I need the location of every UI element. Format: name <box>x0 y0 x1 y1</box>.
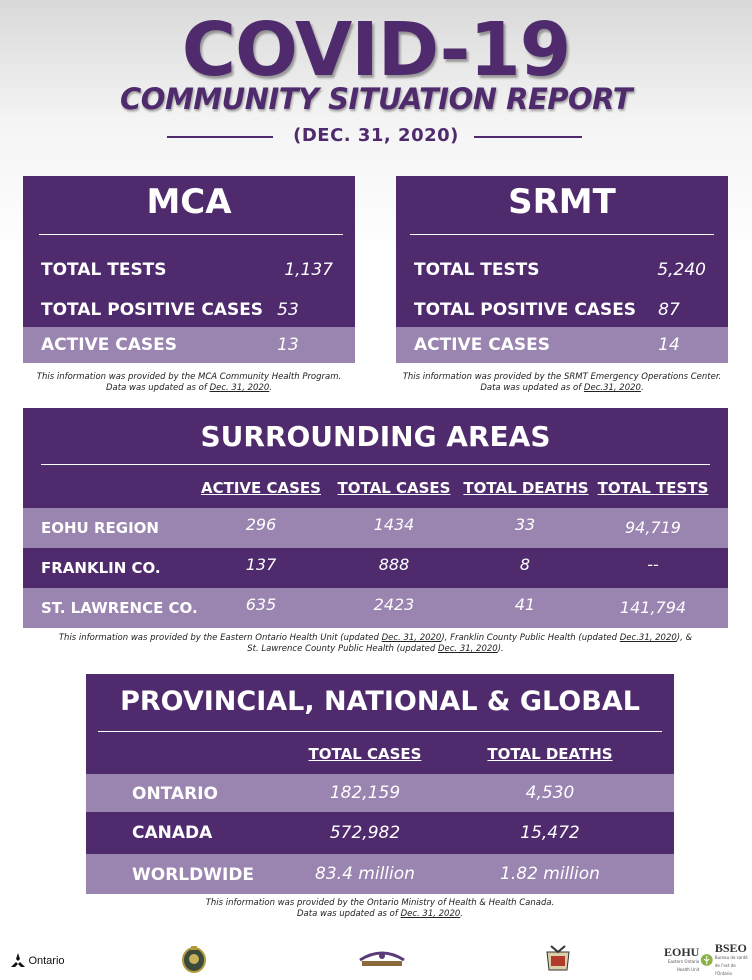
page-subtitle: COMMUNITY SITUATION REPORT <box>120 82 632 116</box>
column-header: TOTAL CASES <box>337 479 451 497</box>
row-label: CANADA <box>132 823 213 843</box>
ontario-logo <box>6 948 68 974</box>
council-icon <box>356 946 408 972</box>
column-header: TOTAL TESTS <box>597 479 709 497</box>
table-row-canada <box>86 812 674 854</box>
mca-source-note <box>23 372 355 394</box>
mca-rule <box>39 234 343 235</box>
note-text: . <box>269 383 272 393</box>
note-date: Dec. 31, 2020 <box>381 633 442 643</box>
bseo-text: BSEO <box>714 941 747 955</box>
eohu-text: EOHU <box>664 945 700 959</box>
surrounding-title: SURROUNDING AREAS <box>200 420 551 453</box>
cell-deaths: 8 <box>519 555 531 574</box>
note-line <box>23 633 728 644</box>
eohu-subtext: Eastern Ontario <box>667 959 700 964</box>
bseo-block <box>715 942 748 978</box>
column-header: TOTAL DEATHS <box>463 479 589 497</box>
row-label: ST. LAWRENCE CO. <box>41 599 198 617</box>
cell-total: 1434 <box>373 515 415 534</box>
cell-deaths: 41 <box>514 595 536 614</box>
cell-total-deaths: 4,530 <box>525 783 575 803</box>
cell-total-cases: 182,159 <box>329 783 401 803</box>
note-text: ), Franklin County Public Health (updated <box>441 633 620 643</box>
cell-deaths: 33 <box>514 515 536 534</box>
mca-panel <box>23 176 355 363</box>
row-label: ACTIVE CASES <box>414 335 550 355</box>
provincial-title: PROVINCIAL, NATIONAL & GLOBAL <box>120 686 640 717</box>
row-value: 5,240 <box>657 260 706 280</box>
note-date: Dec. 31, 2020 <box>400 909 461 919</box>
row-label: TOTAL TESTS <box>414 260 540 280</box>
table-row-ontario <box>86 774 674 812</box>
note-line: This information was provided by the SRMT Emergency Operations Center. <box>402 372 722 382</box>
table-row-eohu <box>23 508 728 548</box>
cell-tests: 141,794 <box>619 598 687 617</box>
note-date: Dec.31, 2020 <box>583 383 641 393</box>
cell-total-deaths: 15,472 <box>520 823 580 843</box>
surrounding-source-note <box>23 633 728 655</box>
crest-icon <box>181 944 207 974</box>
note-line <box>86 909 674 920</box>
note-line <box>23 383 355 394</box>
cell-total-cases: 572,982 <box>329 823 401 843</box>
note-text: . <box>640 383 644 393</box>
srmt-row-active <box>396 327 728 363</box>
seal-icon <box>543 942 573 974</box>
cell-total-cases: 83.4 million <box>315 864 415 884</box>
table-row-franklin <box>23 548 728 588</box>
cell-total-deaths: 1.82 million <box>500 864 600 884</box>
note-text: . <box>460 909 463 919</box>
mca-title: MCA <box>146 182 232 222</box>
srmt-row-total-tests <box>396 249 728 289</box>
note-line <box>23 644 728 655</box>
row-label: TOTAL POSITIVE CASES <box>41 300 264 320</box>
divider-right <box>474 136 582 138</box>
cell-total: 888 <box>378 555 410 574</box>
note-date: Dec. 31, 2020 <box>437 644 498 654</box>
note-text: This information was provided by the Eastern Ontario Health Unit (updated <box>58 633 382 643</box>
row-value: 13 <box>277 335 299 355</box>
emblem-logo-1 <box>180 944 208 974</box>
note-date: Dec.31, 2020 <box>619 633 677 643</box>
column-header: TOTAL CASES <box>308 745 422 763</box>
row-label: ACTIVE CASES <box>41 335 177 355</box>
srmt-source-note <box>380 372 744 394</box>
report-date-row <box>0 122 752 152</box>
mca-row-positive <box>23 289 355 329</box>
bseo-subtext: Bureau de santé <box>714 955 748 960</box>
row-label: WORLDWIDE <box>132 865 255 885</box>
note-text: ), & <box>676 633 693 643</box>
note-date: Dec. 31, 2020 <box>209 383 270 393</box>
cell-tests: 94,719 <box>625 518 681 537</box>
bseo-subtext: de l'est de l'Ontario <box>714 963 736 976</box>
row-value: 1,137 <box>284 260 333 280</box>
note-text: ). <box>497 644 504 654</box>
row-label: FRANKLIN CO. <box>41 559 161 577</box>
emblem-logo-2 <box>356 946 408 972</box>
trillium-icon <box>9 951 27 971</box>
row-value: 14 <box>658 335 680 355</box>
table-row-st-lawrence <box>23 588 728 628</box>
note-text: Data was updated as of <box>106 383 210 393</box>
leaf-icon <box>700 952 714 968</box>
emblem-logo-3 <box>543 942 573 974</box>
ontario-logo-text: Ontario <box>28 955 65 967</box>
surrounding-rule <box>41 464 710 465</box>
cell-active: 137 <box>245 555 277 574</box>
cell-total: 2423 <box>373 595 415 614</box>
cell-tests: -- <box>647 555 659 574</box>
srmt-rule <box>410 234 714 235</box>
eohu-block <box>664 946 699 974</box>
note-line: This information was provided by the Ontario Ministry of Health & Health Canada. <box>205 898 555 908</box>
provincial-panel <box>86 674 674 894</box>
note-text: Data was updated as of <box>480 383 584 393</box>
row-label: ONTARIO <box>132 784 218 804</box>
cell-active: 635 <box>245 595 277 614</box>
note-text: St. Lawrence County Public Health (updated <box>247 644 438 654</box>
mca-row-active <box>23 327 355 363</box>
provincial-rule <box>98 731 662 732</box>
mca-row-total-tests <box>23 249 355 289</box>
row-label: TOTAL POSITIVE CASES <box>414 300 637 320</box>
table-row-worldwide <box>86 854 674 894</box>
row-value: 87 <box>658 300 680 320</box>
column-header: ACTIVE CASES <box>201 479 321 497</box>
note-line <box>380 383 744 394</box>
row-value: 53 <box>277 300 299 320</box>
row-label: TOTAL TESTS <box>41 260 167 280</box>
srmt-row-positive <box>396 289 728 329</box>
cell-active: 296 <box>245 515 277 534</box>
page-title: COVID-19 <box>181 7 571 93</box>
srmt-panel <box>396 176 728 363</box>
note-text: Data was updated as of <box>297 909 401 919</box>
surrounding-areas-panel <box>23 408 728 628</box>
eohu-subtext: Health Unit <box>676 967 700 972</box>
srmt-title: SRMT <box>508 182 616 222</box>
column-header: TOTAL DEATHS <box>487 745 613 763</box>
report-date: (DEC. 31, 2020) <box>293 125 459 146</box>
row-label: EOHU REGION <box>41 519 159 537</box>
provincial-source-note <box>86 898 674 920</box>
eohu-bseo-logo <box>664 941 748 976</box>
note-line: This information was provided by the MCA Community Health Program. <box>36 372 342 382</box>
